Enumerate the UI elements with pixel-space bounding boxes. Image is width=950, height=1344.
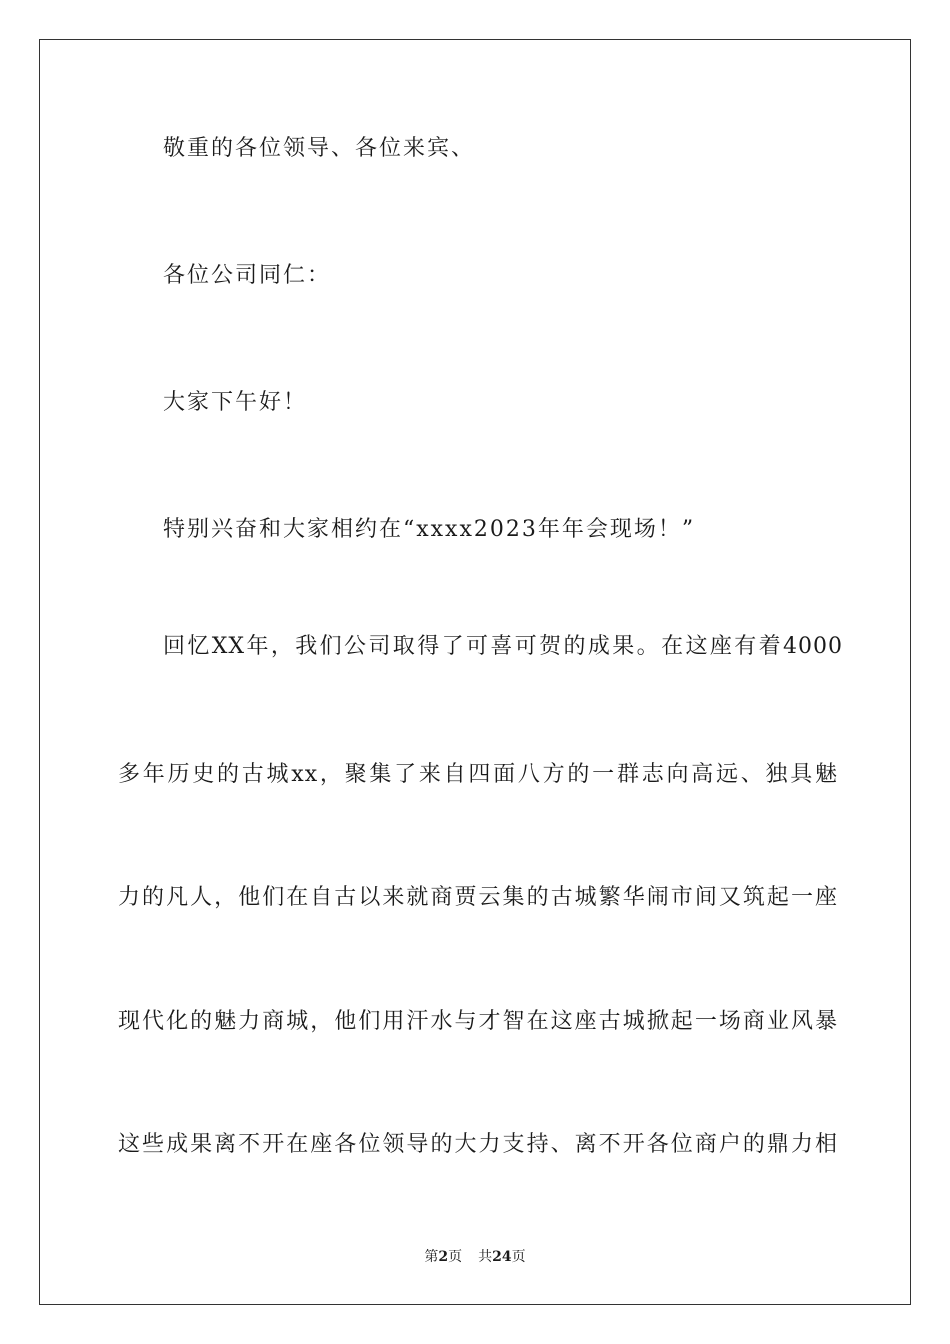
salutation-line-2: 各位公司同仁： <box>163 263 332 288</box>
page-footer <box>0 1248 950 1266</box>
body-line-2: 多年历史的古城xx，聚集了来自四面八方的一群志向高远、独具魅 <box>118 762 838 787</box>
body-line-5: 这些成果离不开在座各位领导的大力支持、离不开各位商户的鼎力相 <box>118 1132 838 1157</box>
salutation-line-1: 敬重的各位领导、各位来宾、 <box>163 136 476 161</box>
total-pages: 24 <box>492 1249 512 1265</box>
body-line-3: 力的凡人，他们在自古以来就商贾云集的古城繁华闹市间又筑起一座 <box>118 885 838 910</box>
body-line-1: 回忆XX年，我们公司取得了可喜可贺的成果。在这座有着4000 <box>163 634 843 659</box>
total-prefix: 共 <box>478 1249 493 1265</box>
page-suffix: 页 <box>448 1249 463 1265</box>
page-prefix: 第 <box>424 1249 439 1265</box>
page-number: 2 <box>438 1249 449 1265</box>
total-suffix: 页 <box>511 1249 526 1265</box>
page-border <box>39 39 911 1305</box>
greeting-line: 大家下午好！ <box>163 390 308 415</box>
body-line-4: 现代化的魅力商城，他们用汗水与才智在这座古城掀起一场商业风暴 <box>118 1009 838 1034</box>
opening-line: 特别兴奋和大家相约在“xxxx2023年年会现场！” <box>163 517 696 542</box>
